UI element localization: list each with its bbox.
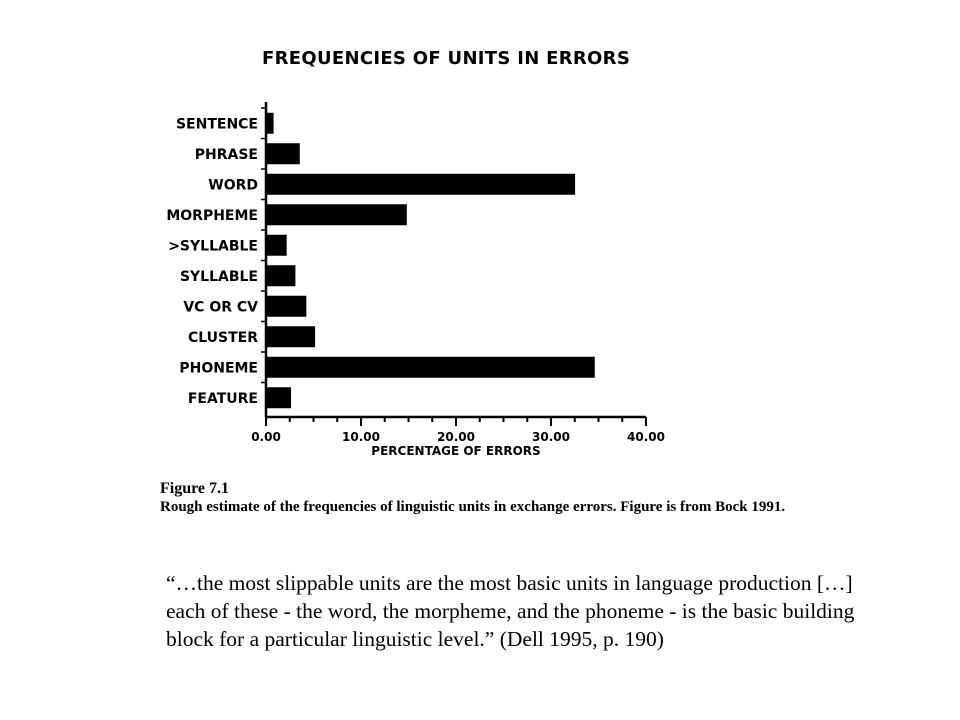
bar — [267, 174, 575, 195]
bar — [267, 357, 595, 378]
chart-title: FREQUENCIES OF UNITS IN ERRORS — [262, 48, 631, 69]
figure-caption-text: Rough estimate of the frequencies of linguistic units in exchange errors. Figure is from Bock 1991. — [160, 499, 786, 515]
bar — [267, 235, 287, 256]
bar — [267, 387, 291, 408]
bar — [267, 143, 300, 164]
x-tick-label: 10.00 — [342, 430, 380, 444]
bar — [267, 265, 295, 286]
quote-text: “…the most slippable units are the most basic units in language production […] each of these - the word, the morpheme, and the phoneme - is the basic building block for a particular linguistic level.” (Dell 1995, p. 190) — [166, 571, 855, 651]
x-tick-label: 0.00 — [251, 430, 281, 444]
x-tick-label: 20.00 — [437, 430, 475, 444]
category-label: PHONEME — [179, 360, 258, 377]
x-axis-title: PERCENTAGE OF ERRORS — [371, 444, 541, 458]
category-label: WORD — [208, 177, 258, 194]
category-label: SYLLABLE — [179, 268, 258, 285]
figure-caption — [160, 480, 840, 516]
category-label: VC OR CV — [183, 299, 258, 316]
x-tick-label: 30.00 — [532, 430, 570, 444]
bar — [267, 326, 315, 347]
bar — [267, 204, 407, 225]
category-label: SENTENCE — [175, 116, 258, 133]
category-label: PHRASE — [194, 146, 258, 163]
category-label: MORPHEME — [166, 207, 258, 224]
bar — [267, 296, 306, 317]
category-label: >SYLLABLE — [168, 238, 258, 255]
figure-number: Figure 7.1 — [160, 480, 230, 497]
x-tick-label: 40.00 — [627, 430, 665, 444]
bar — [267, 113, 274, 134]
category-label: FEATURE — [187, 390, 258, 407]
category-label: CLUSTER — [187, 329, 258, 346]
